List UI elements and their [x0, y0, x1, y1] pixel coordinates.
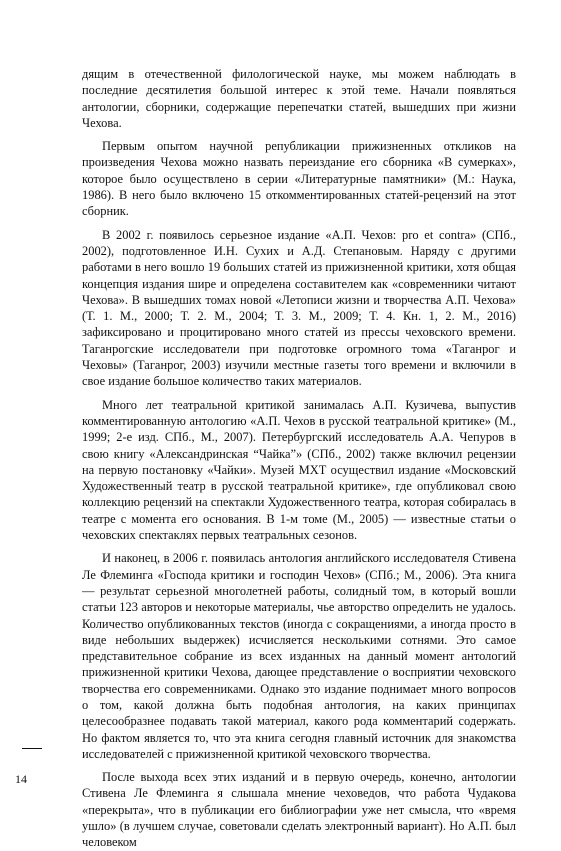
paragraph: В 2002 г. появилось серьезное издание «А.П. Чехов: pro et contra» (СПб., 2002), подготовленное И.Н. Сухих и А.Д. Степановым. Наряду с другими работами в него вошло 19 больших статей из прижизненной критики, хотя общая концепция издания шире и определена составителем как «современники читают Чехова». В вышедших томах новой «Летописи жизни и творчества А.П. Чехова» (Т. 1. М., 2000; Т. 2. М., 2004; Т. 3. М., 2009; Т. 4. Кн. 1, 2. М., 2016) зафиксировано и процитировано много статей из прессы чеховского времени. Таганрогские исследователи при подготовке огромного тома «Таганрог и Чеховы» (Таганрог, 2003) изучили местные газеты того времени и включили в свое издание большое количество таких материалов.	[82, 227, 516, 389]
margin-rule	[22, 748, 42, 749]
paragraph: Много лет театральной критикой занималась А.П. Кузичева, выпустив комментированную антологию «А.П. Чехов в русской театральной критике» (М., 1999; 2-е изд. СПб., М., 2007). Петербургский исследователь А.А. Чепуров в свою книгу «Александринская “Чайка”» (СПб., 2002) также включил рецензии на первую постановку «Чайки». Музей МХТ осуществил издание «Московский Художественный театр в русской театральной критике», где опубликовал свою коллекцию рецензий на спектакли Художественного театра, которая собиралась в театре с момента его основания. В 1-м томе (М., 2005) — известные статьи о чеховских спектаклях первых театральных сезонов.	[82, 397, 516, 543]
body-text	[82, 66, 516, 851]
paragraph-continuation: дящим в отечественной филологической науке, мы можем наблюдать в последние десятилетия большой интерес к этой теме. Начали появляться антологии, сборники, содержащие перепечатки статей, вышедших при жизни Чехова.	[82, 67, 516, 130]
paragraph: После выхода всех этих изданий и в первую очередь, конечно, антологии Стивена Ле Флеминга я слышала мнение чеховедов, что работа Чудакова «перекрыта», что в публикации его библиографии уже нет смысла, что «время ушло» (в лучшем случае, советовали сделать электронный вариант). Но А.П. был человеком	[82, 770, 516, 850]
paragraph: И наконец, в 2006 г. появилась антология английского исследователя Стивена Ле Флеминга «Господа критики и господин Чехов» (СПб.; М., 2006). Эта книга — результат серьезной многолетней работы, солидный том, в который вошли статьи 123 авторов и некоторые материалы, чье авторство определить не удалось. Количество опубликованных текстов (иногда с сокращениями, а иногда просто в виде небольших выдержек) исчисляется несколькими сотнями. Это самое представительное собрание из всех изданных на данный момент антологий прижизненной критики Чехова, дающее представление о восприятии чеховского творчества его современниками. Однако это издание поднимает много вопросов о том, какой должна быть подобная антология, на каких принципах целесообразнее подавать такой материал, какого рода комментарий содержать. Но фактом является то, что эта книга сегодня главный источник для знакомства исследователей с прижизненной критикой чеховского творчества.	[82, 551, 516, 761]
paragraph: Первым опытом научной републикации прижизненных откликов на произведения Чехова можно назвать переиздание его сборника «В сумерках», которое было осуществлено в серии «Литературные памятники» (М.: Наука, 1986). В него было включено 15 откомментированных статей-рецензий на этот сборник.	[82, 139, 516, 219]
page-number: 14	[15, 772, 27, 786]
